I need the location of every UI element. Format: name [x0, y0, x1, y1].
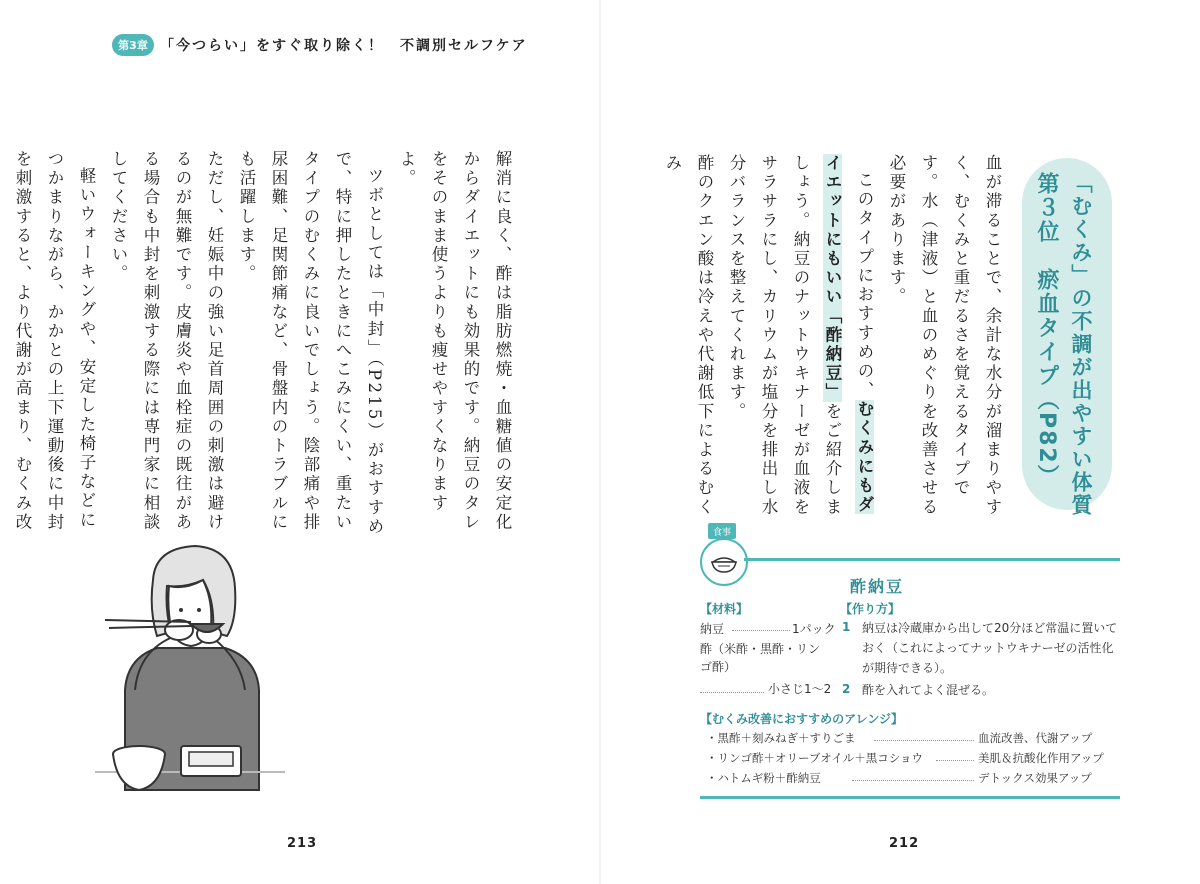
recipe-box [700, 518, 1120, 808]
step-2-text: 酢を入れてよく混ぜる。 [862, 683, 995, 697]
right-paragraph-2-rest: をご紹介しましょう。納豆のナットウキナーゼが血液をサラサラにし、カリウムが塩分を排出し水分バランスを整えてくれます。 [727, 154, 842, 517]
ingredients-label: 【材料】 [700, 602, 749, 616]
arrangement-2-effect: 美肌＆抗酸化作用アップ [978, 751, 1104, 765]
arrangement-2-combo: ・リンゴ酢＋オリーブオイル＋黒コショウ [706, 751, 924, 765]
ingredient-2-leader [700, 692, 764, 693]
right-paragraph-2 [720, 154, 880, 522]
chapter-title: 「今つらい」をすぐ取り除く！ 不調別セルフケア [160, 38, 528, 54]
page-number-left: 213 [287, 836, 318, 851]
arrangement-1-combo: ・黒酢＋刻みねぎ＋すりごま [706, 731, 856, 745]
recipe-top-rule [744, 558, 1120, 561]
left-paragraph-2: ツボとしては「中封」（P215）がおすすめで、特に押したときにへこみにくい、重たいタイプのむくみに良いでしょう。陰部痛や排尿困難、足関節痛など、骨盤内のトラブルにも活躍します。 [237, 150, 384, 536]
right-body-text [663, 154, 1008, 522]
left-paragraph-4: 軽いウォーキングや、安定した椅子などにつかまりながら、かかとの上下運動後に中封を刺激すると、より代謝が高まり、むくみ改 [13, 150, 96, 532]
arrangements-label: 【むくみ改善におすすめのアレンジ】 [700, 712, 904, 726]
right-paragraph-1: 血が滞ることで、余計な水分が溜まりやすく、むくみと重だるさを覚えるタイプです。水（津液）と血のめぐりを改善させる必要があります。 [887, 154, 1002, 517]
ingredient-2-amount: 小さじ1〜2 [768, 682, 832, 696]
steps-label: 【作り方】 [840, 602, 901, 616]
banner-title-line1: 「むくみ」の不調が出やすい体質 [1069, 172, 1093, 517]
page-number-right: 212 [889, 836, 920, 851]
left-paragraph-3: ただし、妊娠中の強い足首周囲の刺激は避けるのが無難です。皮膚炎や血栓症の既往がある場合も中封を刺激する際には専門家に相談してください。 [109, 150, 224, 532]
right-paragraph-3: 酢のクエン酸は冷えや代謝低下によるむくみ [663, 154, 714, 517]
step-1-text: 納豆は冷蔵庫から出して20分ほど常温に置いておく（これによってナットウキナーゼの活性化が期待できる）。 [862, 621, 1118, 675]
meal-tag: 食事 [708, 523, 736, 539]
step-1-number: 1 [842, 620, 851, 634]
arrangement-3-leader [852, 780, 974, 781]
arrangement-1-leader [874, 740, 974, 741]
left-body-text [13, 150, 518, 540]
ingredient-2-item: 酢（米酢・黒酢・リンゴ酢） [700, 642, 821, 674]
banner-title-line2: 第３位 瘀血タイプ（P82） [1034, 172, 1059, 489]
ingredient-1-amount: 1パック [792, 622, 836, 636]
arrangement-3-combo: ・ハトムギ粉＋酢納豆 [706, 771, 821, 785]
right-paragraph-2-lead: このタイプにおすすめの、 [855, 170, 874, 400]
step-2-number: 2 [842, 682, 851, 696]
recipe-name: 酢納豆 [850, 577, 905, 596]
arrangement-3-effect: デトックス効果アップ [978, 771, 1092, 785]
ingredient-1-leader [732, 630, 790, 631]
ingredient-1-item: 納豆 [700, 622, 725, 636]
left-paragraph-1: 解消に良く、酢は脂肪燃焼・血糖値の安定化からダイエットにも効果的です。納豆のタレをそのまま使うよりも痩せやすくなりますよ。 [397, 150, 512, 532]
highlight-sunatto-phrase: むくみにもダイエットにもいい「酢納豆」 [823, 154, 874, 515]
recipe-bottom-rule [700, 796, 1120, 799]
arrangement-1-effect: 血流改善、代謝アップ [978, 731, 1093, 745]
woman-eating-illustration [95, 540, 285, 810]
arrangement-2-leader [936, 760, 974, 761]
chapter-badge: 第3章 [112, 34, 154, 56]
rice-bowl-icon [700, 538, 748, 586]
